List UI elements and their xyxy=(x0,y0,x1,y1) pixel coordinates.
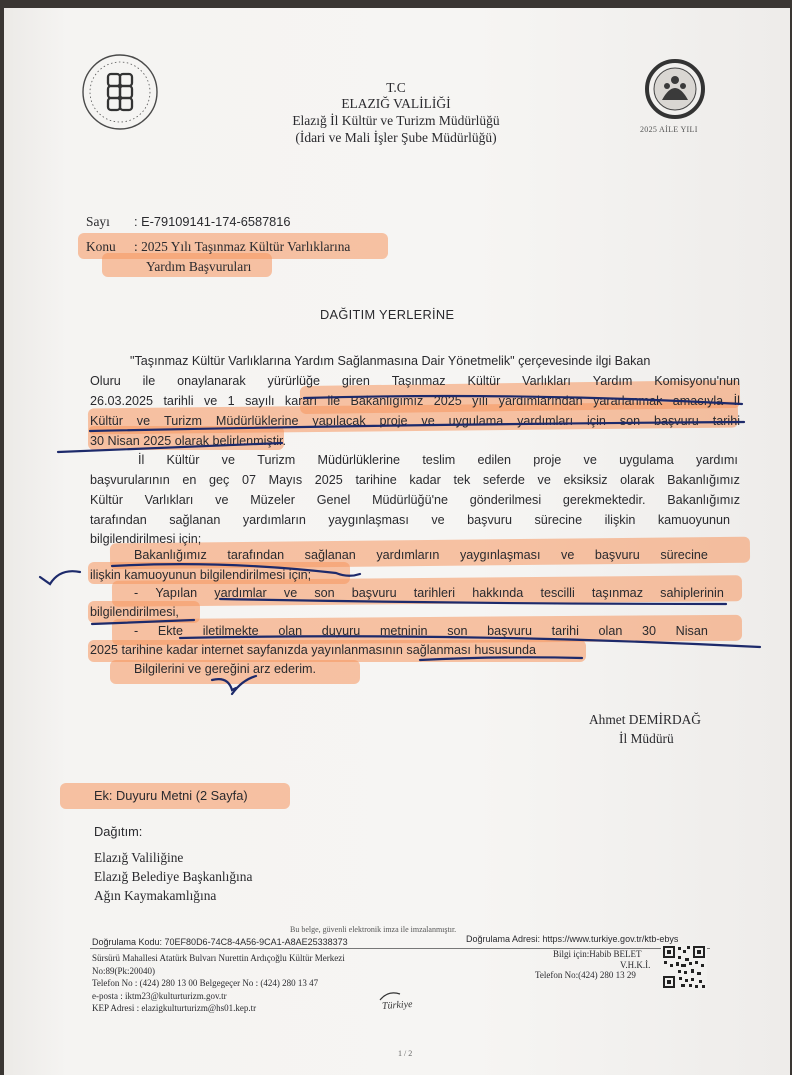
body-word: - xyxy=(134,624,139,638)
body-word: uygulama xyxy=(619,453,674,467)
body-word: sağlanan xyxy=(304,548,356,562)
body-word: proje xyxy=(533,453,562,467)
body-word: gönderilmesi xyxy=(469,493,542,507)
body-word: Bakanlığımız xyxy=(134,548,207,562)
pen-underline-3 xyxy=(58,443,282,452)
body-line: bilgilendirilmesi, xyxy=(90,605,179,619)
body-word: yaygınlaşması xyxy=(328,513,409,527)
body-word: ve xyxy=(221,453,235,467)
body-word: yardımı xyxy=(695,453,738,467)
body-word: sahiplerinin xyxy=(660,586,724,600)
body-word: 07 xyxy=(241,473,256,487)
body-word: olan xyxy=(598,624,623,638)
konu-value-2: Yardım Başvuruları xyxy=(146,259,252,274)
header-line-4: (İdari ve Mali İşler Şube Müdürlüğü) xyxy=(295,130,497,145)
body-word: ve xyxy=(537,473,551,487)
body-line: 2025 tarihine kadar internet sayfanızda yayınlanmasının sağlanması hususunda xyxy=(90,643,536,657)
email-line: e-posta : iktm23@kulturturizm.gov.tr xyxy=(92,991,227,1001)
attachment-line: Ek: Duyuru Metni (2 Sayfa) xyxy=(94,788,248,803)
body-word: başvuru xyxy=(351,586,397,600)
esign-note: Bu belge, güvenli elektronik imza ile imzalanmıştır. xyxy=(290,925,457,934)
body-word: Genel xyxy=(316,493,351,507)
verification-address: Doğrulama Adresi: https://www.turkiye.gov.tr/ktb-ebys xyxy=(466,934,679,944)
body-word: başvuru xyxy=(594,548,640,562)
body-word: - xyxy=(134,586,139,600)
body-word: İl xyxy=(733,394,740,408)
distribution-label: Dağıtım: xyxy=(94,824,143,839)
header-line-3: Elazığ İl Kültür ve Turizm Müdürlüğü xyxy=(292,113,500,128)
body-word: ve xyxy=(421,414,435,428)
body-word: Komisyonu'nun xyxy=(654,374,740,388)
body-word: Müdürlüğü'ne xyxy=(372,493,448,507)
body-word: 2025 xyxy=(433,394,462,408)
body-word: ilişkin xyxy=(604,513,636,527)
body-word: gerekmektedir. xyxy=(562,493,646,507)
body-word: kararı xyxy=(284,394,318,408)
sayi-label: Sayı xyxy=(86,214,110,229)
body-word: sayılı xyxy=(245,394,275,408)
contact-title: V.H.K.İ. xyxy=(620,960,651,970)
body-word: yararlanmak xyxy=(593,394,663,408)
contact-phone: Telefon No:(424) 280 13 29 xyxy=(535,970,636,980)
body-word: tescilli xyxy=(540,586,575,600)
body-word: ile xyxy=(327,394,341,408)
body-word: Yapılan xyxy=(155,586,198,600)
addressee: DAĞITIM YERLERİNE xyxy=(320,307,455,322)
distribution-item: Ağın Kaymakamlığına xyxy=(94,888,217,903)
pen-underline-5 xyxy=(220,599,726,604)
body-word: Kültür xyxy=(467,374,501,388)
pen-underline-8 xyxy=(420,657,582,660)
body-word: Müdürlüklerine xyxy=(317,453,401,467)
body-word: ve xyxy=(215,493,229,507)
body-word: Bakanlığımız xyxy=(667,473,740,487)
body-word: olarak xyxy=(620,473,655,487)
body-line: ilişkin kamuoyunun bilgilendirilmesi için; xyxy=(90,568,312,582)
body-word: tarihli xyxy=(163,394,194,408)
body-word: Yardım xyxy=(592,374,633,388)
body-word: başvuru xyxy=(487,624,532,638)
body-word: yaygınlaşması xyxy=(459,548,541,562)
body-word: 30 xyxy=(641,624,656,638)
body-line: "Taşınmaz Kültür Varlıklarına Yardım Sağlanmasına Dair Yönetmelik" çerçevesinde ilgi Bakan xyxy=(130,354,651,368)
logo-caption: 2025 AİLE YILI xyxy=(640,125,698,134)
verification-code: Doğrulama Kodu: 70EF80D6-74C8-4A56-9CA1-A8AE25338373 xyxy=(92,937,348,947)
body-word: Varlıkları xyxy=(522,374,571,388)
body-word: onaylanarak xyxy=(177,374,246,388)
body-word: Taşınmaz xyxy=(391,374,446,388)
body-word: İl xyxy=(138,453,145,467)
body-word: yılı xyxy=(472,394,489,408)
body-word: başvurularının xyxy=(90,473,170,487)
body-word: tarihleri xyxy=(413,586,456,600)
body-word: için xyxy=(587,414,606,428)
turkiye-brand: Türkiye xyxy=(381,998,413,1013)
signatory-title: İl Müdürü xyxy=(619,731,674,746)
body-word: 2025 xyxy=(314,473,343,487)
body-word: kamuoyunun xyxy=(657,513,730,527)
body-word: Bakanlığımız xyxy=(350,394,424,408)
body-word: tarafından xyxy=(227,548,285,562)
body-word: Kültür xyxy=(90,414,123,428)
body-word: Ekte xyxy=(157,624,184,638)
phone-line: Telefon No : (424) 280 13 00 Belgegeçer No : (424) 280 13 47 xyxy=(92,978,319,988)
distribution-item: Elazığ Valiliğine xyxy=(94,850,184,865)
signatory-name: Ahmet DEMİRDAĞ xyxy=(589,712,701,727)
body-word: olan xyxy=(278,624,303,638)
pen-underline-6 xyxy=(92,620,194,624)
body-word: yapılacak xyxy=(312,414,366,428)
body-line: 30 Nisan 2025 olarak belirlenmiştir. xyxy=(90,434,287,448)
body-word: ve xyxy=(136,414,151,428)
body-word: Turizm xyxy=(164,414,203,428)
address-line-1: Sürsürü Mahallesi Atatürk Bulvarı Nurettin Ardıçoğlu Kültür Merkezi xyxy=(92,953,345,963)
body-word: tarihi xyxy=(551,624,579,638)
body-word: hakkında xyxy=(472,586,524,600)
body-word: son xyxy=(619,414,641,428)
body-word: başvuru xyxy=(654,414,699,428)
body-word: amacıyla xyxy=(672,394,724,408)
page-number: 1 / 2 xyxy=(398,1049,413,1058)
body-word: Kültür xyxy=(90,493,123,507)
header-line-2: ELAZIĞ VALİLİĞİ xyxy=(341,96,451,111)
body-word: Varlıkları xyxy=(144,493,194,507)
body-word: tarihi xyxy=(712,414,740,428)
pen-underline-7 xyxy=(180,636,760,647)
body-word: 26.03.2025 xyxy=(90,394,154,408)
body-word: kadar xyxy=(409,473,441,487)
body-word: yürürlüğe xyxy=(267,374,321,388)
body-word: teslim xyxy=(422,453,456,467)
body-word: yardımların xyxy=(242,513,306,527)
body-word: 1 xyxy=(227,394,235,408)
body-word: yardımlarından xyxy=(498,394,583,408)
body-word: sağlanan xyxy=(169,513,221,527)
body-word: ve xyxy=(203,394,218,408)
closing-line: Bilgilerini ve gereğini arz ederim. xyxy=(134,662,316,676)
body-word: proje xyxy=(379,414,408,428)
body-word: Kültür xyxy=(166,453,200,467)
body-word: yardımların xyxy=(376,548,440,562)
pen-check-mark xyxy=(40,571,80,584)
header-line-1: T.C xyxy=(386,80,406,95)
body-word: ve xyxy=(583,453,597,467)
pen-underline-1 xyxy=(304,396,742,404)
body-word: taşınmaz xyxy=(591,586,643,600)
contact-person: Bilgi için:Habib BELET xyxy=(553,949,642,959)
body-word: ve xyxy=(283,586,298,600)
konu-label: Konu xyxy=(86,239,116,254)
body-word: tarihine xyxy=(355,473,397,487)
body-word: metninin xyxy=(379,624,428,638)
body-word: sürecine xyxy=(534,513,583,527)
body-word: Mayıs xyxy=(268,473,303,487)
body-word: uygulama xyxy=(448,414,504,428)
body-word: eksiksiz xyxy=(563,473,608,487)
body-word: Bakanlığımız xyxy=(667,493,740,507)
body-word: duyuru xyxy=(321,624,361,638)
body-word: yardımlar xyxy=(214,586,267,600)
body-word: tek xyxy=(453,473,471,487)
body-word: başvuru xyxy=(467,513,512,527)
body-word: sürecine xyxy=(660,548,708,562)
body-word: yardımları xyxy=(517,414,574,428)
body-word: ve xyxy=(561,548,575,562)
pen-underline-4 xyxy=(112,564,360,576)
body-word: edilen xyxy=(477,453,512,467)
body-word: ve xyxy=(431,513,445,527)
body-word: Turizm xyxy=(257,453,296,467)
body-word: ile xyxy=(142,374,156,388)
address-line-2: No:89(Pk:20040) xyxy=(92,966,155,976)
body-word: Oluru xyxy=(90,374,121,388)
body-word: son xyxy=(447,624,468,638)
body-word: Müdürlüklerine xyxy=(215,414,299,428)
konu-value-1: : 2025 Yılı Taşınmaz Kültür Varlıklarına xyxy=(134,239,351,254)
body-word: geç xyxy=(209,473,230,487)
pen-underline-9 xyxy=(212,679,236,690)
body-word: giren xyxy=(341,374,370,388)
body-word: Nisan xyxy=(675,624,708,638)
body-line: bilgilendirilmesi için; xyxy=(90,532,202,546)
kep-line: KEP Adresi : elazigkulturturizm@hs01.kep.tr xyxy=(92,1003,257,1013)
sayi-value: : E-79109141-174-6587816 xyxy=(134,214,291,229)
pen-stroke-10 xyxy=(232,676,256,694)
distribution-item: Elazığ Belediye Başkanlığına xyxy=(94,869,253,884)
body-word: iletilmekte xyxy=(202,624,259,638)
body-word: son xyxy=(314,586,335,600)
body-word: seferde xyxy=(482,473,525,487)
pen-underline-2 xyxy=(90,422,744,431)
body-word: en xyxy=(182,473,197,487)
body-word: Müzeler xyxy=(250,493,295,507)
body-word: tarafından xyxy=(90,513,147,527)
